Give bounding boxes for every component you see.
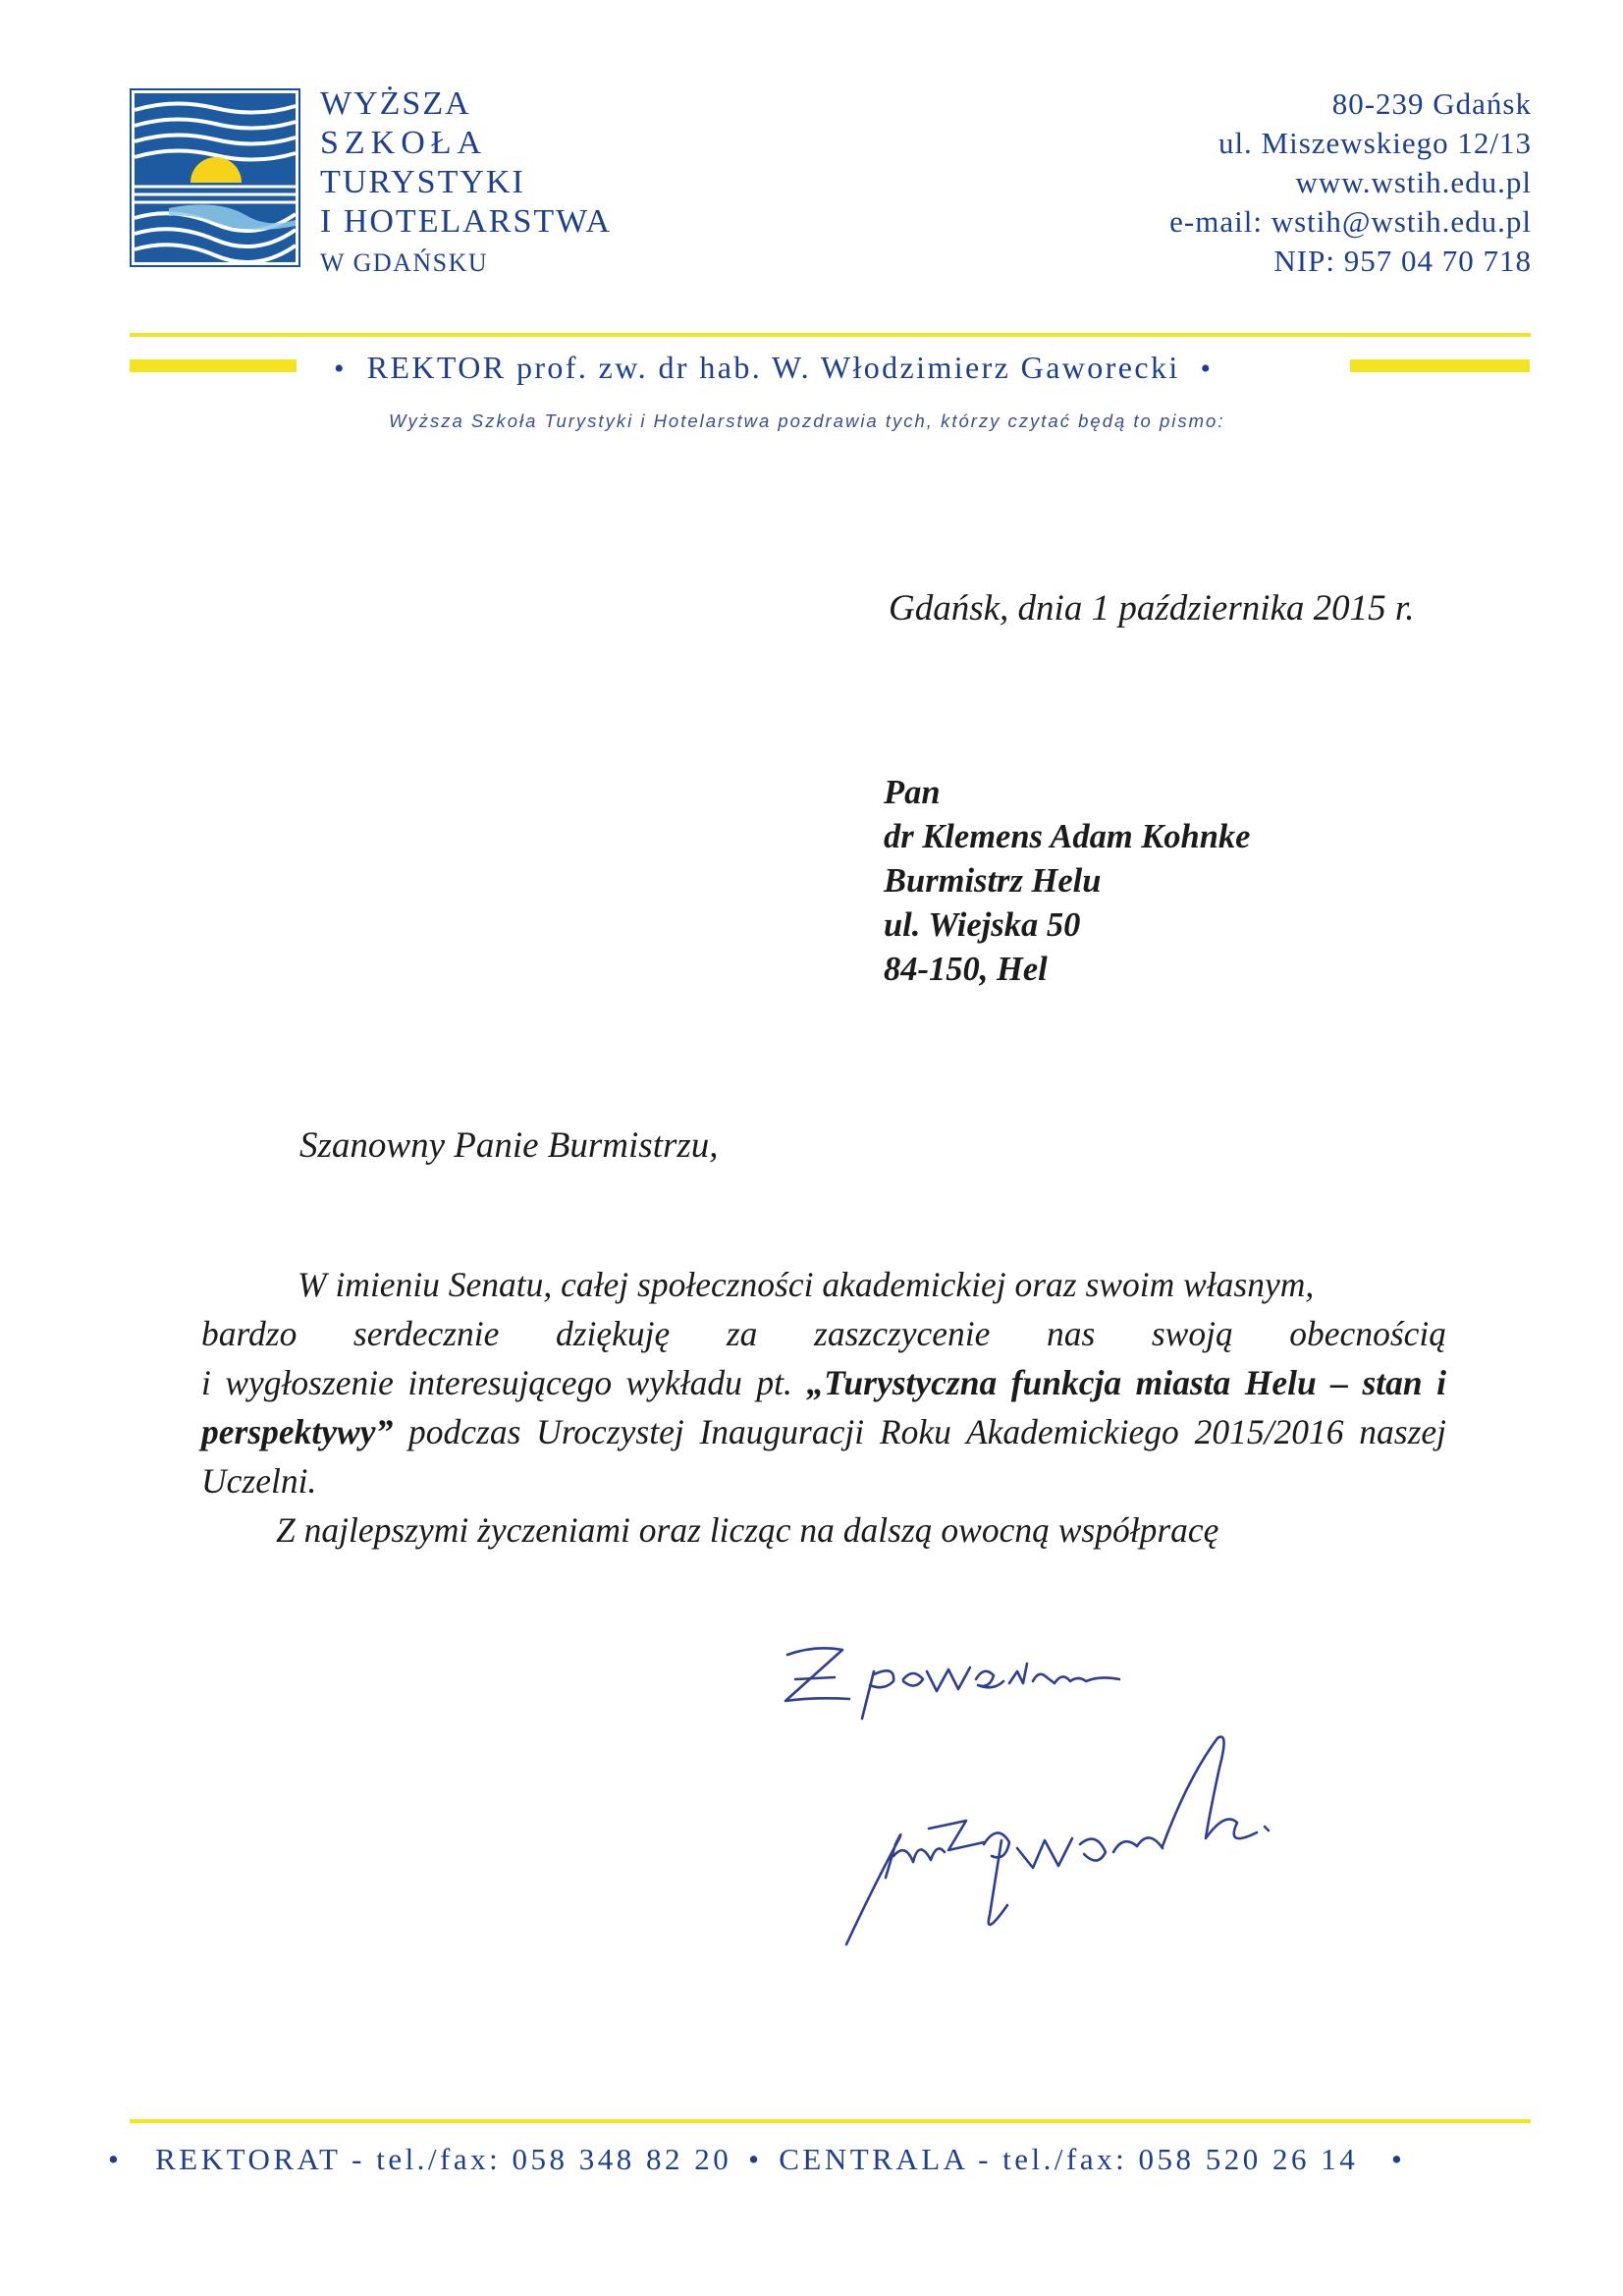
contact-city: 80-239 Gdańsk — [1331, 86, 1532, 121]
lecture-title: „Turystyczna funkcja miasta Helu – stan i perspektywy” — [201, 1363, 1446, 1451]
recipient-line: Pan — [884, 774, 941, 811]
contact-website: www.wstih.edu.pl — [1295, 165, 1532, 199]
contact-nip: NIP: 957 04 70 718 — [1273, 244, 1532, 278]
body-line: W imieniu Senatu, całej społeczności akademickiej oraz swoim własnym, — [298, 1265, 1315, 1304]
bullet: • — [334, 353, 347, 385]
body-line: bardzo serdecznie dziękuję za zaszczycenie nas swoją obecnością — [201, 1314, 1446, 1353]
rektor-name: REKTOR prof. zw. dr hab. W. Włodzimierz Gaworecki — [366, 350, 1180, 385]
institution-line: TURYSTYKI — [320, 164, 525, 200]
institution-line: I HOTELARSTWA — [320, 203, 613, 240]
recipient-line: Burmistrz Helu — [884, 862, 1102, 900]
school-greeting: Wyższa Szkoła Turystyki i Hotelarstwa pozdrawia tych, którzy czytać będą to pismo: — [389, 410, 1225, 431]
closing-line: Z najlepszymi życzeniami oraz licząc na dalszą owocną współpracę — [276, 1510, 1219, 1550]
rektor-bar-right — [1350, 359, 1530, 372]
bullet: • — [108, 2142, 123, 2176]
institution-line: WYŻSZA — [320, 85, 471, 122]
recipient-line: dr Klemens Adam Kohnke — [884, 818, 1251, 855]
bullet: • — [1200, 353, 1214, 385]
recipient-address — [884, 771, 1251, 992]
institution-name — [320, 84, 612, 283]
salutation: Szanowny Panie Burmistrzu, — [299, 1125, 719, 1166]
body-paragraph — [201, 1358, 1446, 1505]
body-line: i wygłoszenie interesującego wykładu pt. — [201, 1363, 792, 1402]
footer-centrala: CENTRALA - tel./fax: 058 520 26 14 — [779, 2142, 1359, 2176]
contact-street: ul. Miszewskiego 12/13 — [1217, 126, 1532, 160]
rektor-line — [334, 350, 1213, 386]
contact-block — [1169, 84, 1532, 281]
footer-divider — [130, 2119, 1531, 2123]
recipient-line: 84-150, Hel — [884, 951, 1048, 988]
school-logo — [130, 88, 300, 267]
footer-contacts — [108, 2142, 1405, 2177]
handwritten-signature — [727, 1620, 1492, 1974]
letter-date: Gdańsk, dnia 1 października 2015 r. — [889, 588, 1415, 629]
institution-line: SZKOŁA — [320, 125, 488, 161]
bullet: • — [748, 2142, 763, 2176]
body-line: podczas Uroczystej Inauguracji Roku Akademickiego 2015/2016 naszej Uczelni. — [201, 1412, 1447, 1501]
header-divider — [130, 333, 1531, 337]
institution-city: W GDAŃSKU — [320, 248, 489, 277]
bullet: • — [1390, 2142, 1406, 2176]
footer-rektorat: REKTORAT - tel./fax: 058 348 82 20 — [155, 2142, 732, 2176]
contact-email: e-mail: wstih@wstih.edu.pl — [1169, 204, 1532, 239]
letter-body — [201, 1260, 1446, 1555]
recipient-line: ul. Wiejska 50 — [884, 906, 1081, 944]
rektor-bar-left — [130, 359, 297, 372]
